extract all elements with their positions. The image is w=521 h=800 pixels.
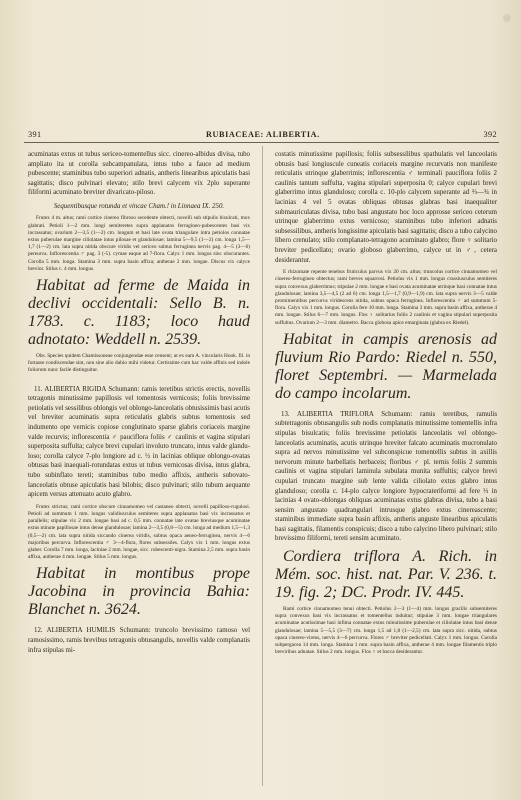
column-gutter bbox=[262, 146, 263, 786]
citation: Sequentibusque rotunda et vincae Cham.! in Linnaea IX. 250. bbox=[53, 202, 225, 210]
habitat-note: Habitat in campis arenosis ad fluvium Rio Pardo: Riedel n. 550, floret Septembri. — Marmelada do campo incolarum. bbox=[275, 330, 497, 402]
page-number-left: 391 bbox=[28, 130, 42, 139]
paragraph: costatis minutissime papillosis; foliis subsessilibus spathulatis vel lanceolatis obtusis basi longiuscule cuneatis coriaceis margine recurvatis non manifeste reticulatis utrinque glaberrimis; inflorescentia ♂ terminali pauciflora foliis 2 caulinis tantum suffulta, vagina stipulari superposita 0; calyce cupulari brevi glaberrimo intus glanduloso; corolla c. 10-plo calycem superante ad ⅔—¾ in lacinias 4 vel 5 ovatas obliquas obtusas glabras basi inaequaliter submauriculatas divisa, tubo basi angustato hoc loco approsse sericeo ceterum utrinque glaberrimo extus vernicoso; staminibus tubo inferiori adnatis subsessilibus, antheris longissime apiculatis basi sagittatis; disco a tubo calycino libero crenulato; stilo complanato-tetragono acuminato glabro; flore ♀ solitario breviter pedicellato; ovario globoso glaberrimo, calyce ut in ♂, cetera desiderantur. bbox=[275, 151, 497, 264]
page-blemish bbox=[503, 14, 511, 22]
citation: Cordiera triflora A. Rich. in Mém. soc. hist. nat. Par. V. 236. t. 19. fig. 2; DC. Prodr. IV. 445. bbox=[275, 548, 497, 602]
species-entry-11: 11. ALIBERTIA RIGIDA Schumann: ramis teretibus strictis erectis, novellis tetragonis minutissime papillosis vel tomentosis vernicosis; foliis brevissime petiolatis vel sessilibus oblongis vel oblongo-lanceolatis obtusissimis basi acutis vel breviter acuminatis supra reticulatis glabris subtus tomentosis sed indumento ope vernicis copiose conglutinato sparse glabris coriaceis margine valde recurvis; inflorescentia ♂ pauciflora foliis ♂ caulinis et vagina stipulari superposita suffulta; calyce brevi cupulari involuto truncato, intus valde glandu-loso; corolla calyce 7-plo longiore ad c. ½ in lacinias oblique oblongo-ovatas obtusas basi inaequali-rotundatas extus ut tubus vernicosas divisa, intus glabra, tubo subinflato tereti; staminibus tubo medio affixis, antheris subovato-lanceolatis obtuse apiculatis basi bilobis; disco pulvinari; stilo tubum aequante apicem versus attenuato acuto glabro. bbox=[28, 385, 250, 499]
description-paragraph: E rhizomate repente tenebus fruticulus parvus vix 20 cm. altus; truncolus cortice cinnamomeo vel cinereo-ferrugineo obtectus; rami breves squarrosi. Petiolus vix 1 mm. longus crassiusculus semiteres supra convexus glaberrimus; stipulae 2 mm. longae e basi ovata acuminatae utrinque basi connatae intus glandulosae; lamina 3,5—4,5 (2 ad 6) cm. longa 1,5—1,7 (0,9—1,9) cm. lata supra nervis 3—5 valde promimentibus percurva viridescens nitida, subtus opaca ferruginea. Inflorescentia ♂ ad summum 5-flora. Calyx vix 1 mm. longus. Corolla fere 10 mm. longa. Stamina 3 mm. supra basin affixa, antherae 4 mm. longae. Stilus 6—7 mm. longus. Flos ♀ solitarius foliis 2 caulinis et vagina stipulari superposita suffultus. Ovarium 2—3 mm. diametro. Bacca globosa apice emarginata (glabra ex Riedel). bbox=[275, 269, 497, 326]
description-paragraph: Frutex 4 m. altus; rami cortice cinereo fibroso secedente obtecti, novelli sub stipulis bisulcati, mox glabrati. Petioli 1—2 mm. longi semiteretes supra applanatos ferrugineo-pubescentes basi vix incrassatus; ovarium 2—3,5 (1—2) cm. longum et basi late ovata triangulare intra petiolos connatae extus puberulae margine ciliolatae intus pilosae et glandulosae; lamina 5—9,5 (1—2) cm. longa 1,5—1,7 (1—2) cm. lata supra nitida obscure viridis vel sericeo subtus ferruginea nervis pag. 4—5 (3—6) pereurva. Inflorescentia ♂ pag. 3 (-5). cymae eaque ad 7-flora. Calyx 1 mm. longus sinc obscurantes. Corolla 5 mm. longa. Stamina 3 mm. supra basin affixa; antherae 2 mm. longae. Discus vix calyce brevior. Stilus c. 4 mm. longus. bbox=[28, 215, 250, 272]
habitat-note: Habitat in montibus prope Jacobina in provincia Bahia: Blanchet n. 3624. bbox=[28, 565, 250, 619]
page-header bbox=[0, 130, 521, 142]
description-paragraph: Frutex strictus; rami cortice obscure cinnamomeo vel castaneo obtecti, novelli papilloso-rugulosi. Petioli ad summum 1 mm. longus validiusculus semiteres supra applanatus basi vix incrassatus et parallelis; stipulae vix 2 mm. longae basi ad c. 0,5 mm. connatae late ovatae breviusque acuminatae extus minute papillosae intus dense glandulosae; lamina 2—3,5 (0,8—5) cm. longa ad medium 1,5—1,3 (0,5—2) cm. lata supra nitida siccando cinerea viridis, subtus opaca aeneo-ferruginea, nervis 4—6 majoribus percurva. Inflorescentia ♂ 3—4-flora, flores subsessiles. Calyx vix 1 mm. longus extus glaber. Corolla 7 mm. longa, laciniae 2 mm. longae, sicc. rubescenti-nigra. Stamina 2,5 mm. supra basin affixa, antherae 4 mm. longae. Stilus 5 mm. longus. bbox=[28, 503, 250, 561]
left-column bbox=[28, 150, 250, 790]
species-entry-12: 12. ALIBERTIA HUMILIS Schumann: truncolo brevissimo ramoso vel ramosissimo, ramis brevibus tetragonis obtusangulis, novellis valde complanatis infra stipulas mi- bbox=[28, 627, 250, 654]
header-rule bbox=[24, 142, 499, 143]
habitat-note: Habitat ad ferme de Maida in declivi occidentali: Sello B. n. 1783. c. 1183; loco haud adnotato: Weddell n. 2539. bbox=[28, 277, 250, 348]
paragraph: acuminatas extus ut tubus sericeo-tomentellus sicc. cinereo-albidus divisa, tubo ampliato ita ut corolla subcampanulata, intus tubo a fauce ad medium pubescente; staminibus tubo superiori adnatis, antheris linearibus apiculatis basi sagittatis; disco pulvinari elevato; stilo brevi calycem vix 2plo superante filiformi acuminato breviter divaricato-piloso. bbox=[28, 151, 250, 197]
running-head: RUBIACEAE: ALIBERTIA. bbox=[206, 130, 320, 139]
description-paragraph: Rami cortice cinnamomeo tenui obtecti. Petiolus 2—3 (1—4) mm. longus gracilis subsemiteres supra convexus basi vix incrassatus et tomentellus induitur; stipulae 3 mm. longae triangulares acuminatae acutissimae basi infima connatae extus minutissime puberulae et ciliolatae intus basi dense glandulosae; lamina 5—5,5 (3—7) cm. longa 1,5 ad 1,8 (1—2,5) cm. lata supra sicc. nitida, subtus opaca cinereo-virens, nervis 4—6 percurva. Flores ♂ breviter pedicellati. Calyx 1 mm. longus. Corolla subpergacea 14 mm. longa. Stamina 1 mm. supra basin affixa, antherae 4 mm. longae filamentis triplo breviribus adnatae. Stilus 2 mm. longus. Flos ♀ et bacca desiderantur. bbox=[275, 606, 497, 656]
page-number-right: 392 bbox=[483, 130, 497, 139]
species-entry-13: 13. ALIBERTIA TRIFLORA Schumann: ramis teretibus, ramulis subtetragonis obtusangulis sub nodis complanatis minutissime tomentellis infra stipulas bisulcatis; foliis brevissime petiolatis lanceolatis vel oblongo-lanceolatis acuminatis, acutis utrinque breviter falcato acuminatis mucronulato supra ad nervos minutissime vel subconspicue tomentellis subtus in axillis nervorum minute barbellatis herbaceis; floribus ♂ pl. ternis foliis 2 summis caulinis et vagina stipulari laminula subulata munita suffultis; calyce brevi cupulari truncato margine sub lente valida ciliolato extus glabro intus glanduloso; corolla c. 14-plo calyce longiore hypocrateriformi ad fere ⅓ in lacinias 4 ovato-oblongas obliquas acuminatas extus glabras divisa, tubo a basi sensim angustato quadrangulari intrusque glabro extus cinereascente; staminibus immediate supra basin affixis, antheris anguste linearibus apiculatis basi sagittatis, filamentis conspicuis; disco a tubo calycino libero pulvinari; stilo brevissimo filiformi, tereti sensim acuminato. bbox=[275, 410, 497, 543]
right-column bbox=[275, 150, 497, 790]
observation-note: Obs. Species quidem Chamissoneae conjungendae esse censent; ut ex eam A. vincularis Hook. fil. in fortasse condiscendae sint, non sine alio dubio mihi videtur. Certissime cum hac valde affinis sed indole foliorum nunc facile distinguitur. bbox=[28, 353, 250, 374]
